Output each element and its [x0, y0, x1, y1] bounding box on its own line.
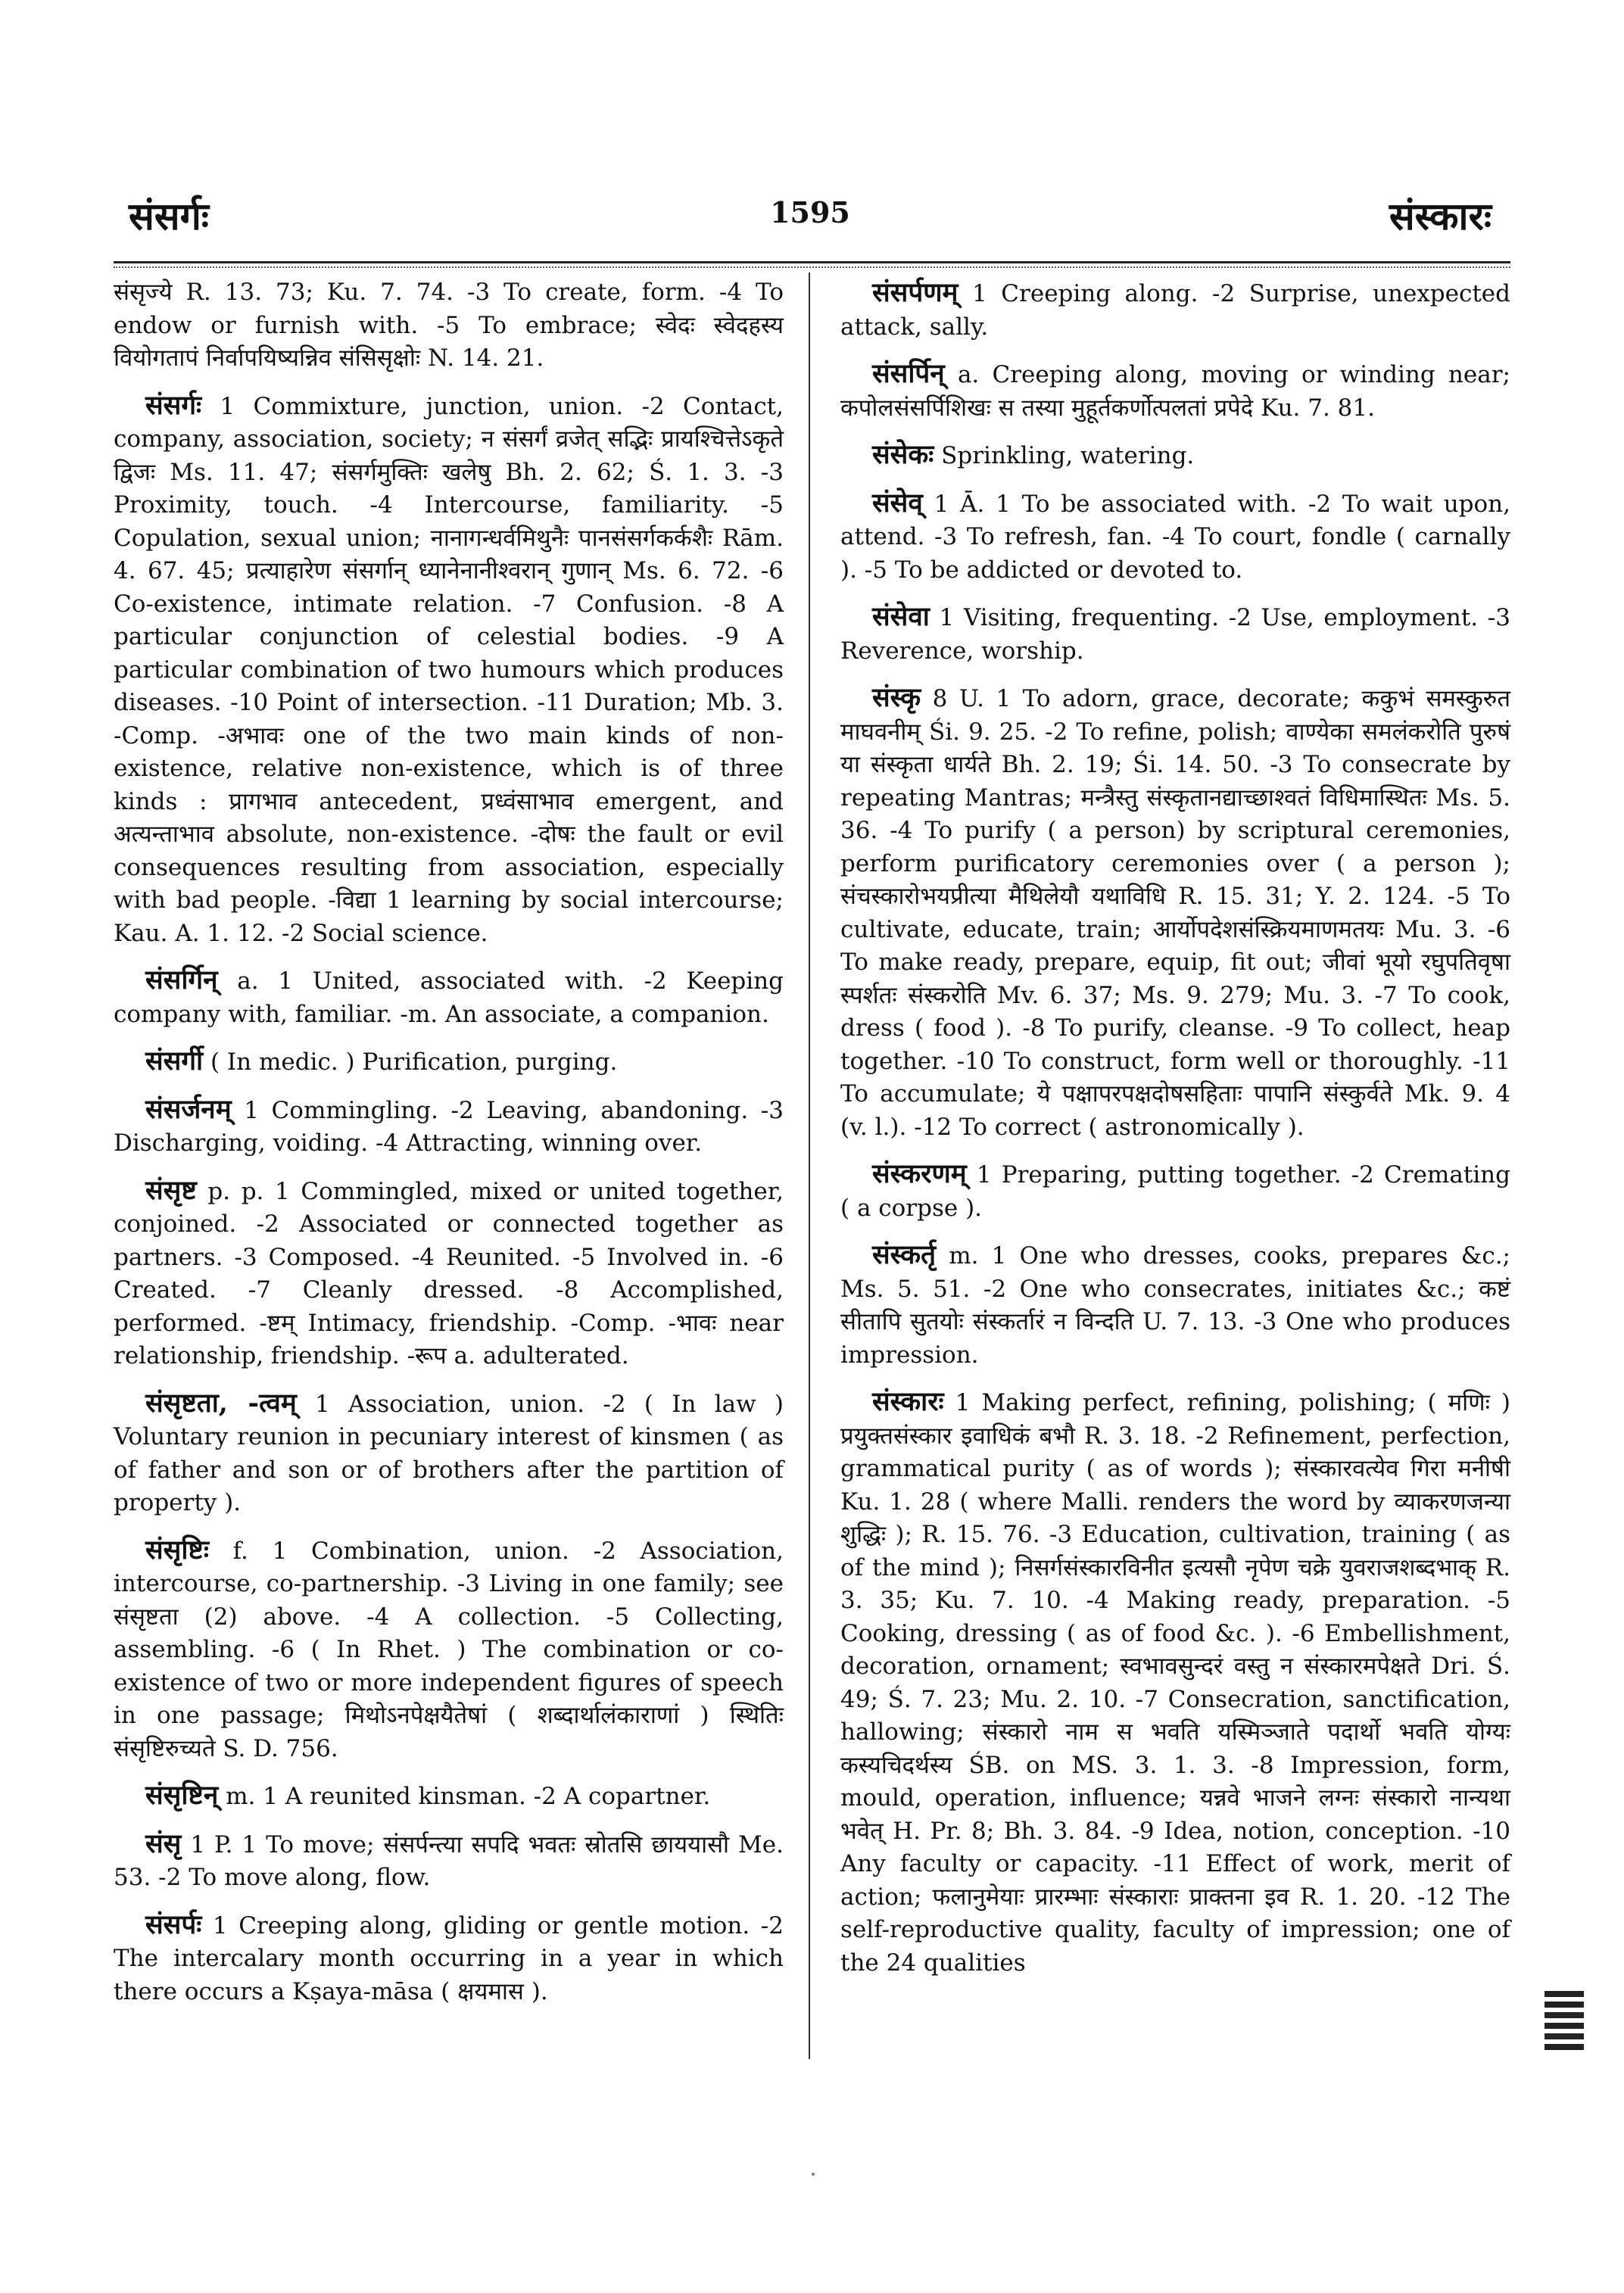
entry-headword: संसृष्टता, -त्वम्: [145, 1387, 297, 1419]
entry-definition: 1 Preparing, putting together. -2 Cremating ( a corpse ).: [840, 1161, 1510, 1222]
right-running-headword: संस्कारः: [1389, 194, 1492, 238]
entry-headword: संसृ: [145, 1827, 182, 1859]
entry-definition: संसृज्ये R. 13. 73; Ku. 7. 74. -3 To create, form. -4 To endow or furnish with. -5 To embrace; स्वेदः स्वेदहस्य वियोगतापं निर्वापयिष्यन्निव संसिसृक्षोः N. 14. 21.: [114, 279, 784, 372]
entry-headword: संसर्जनम्: [145, 1093, 232, 1125]
column-divider: [809, 273, 810, 2059]
left-column: [114, 276, 784, 2022]
entry-definition: 8 U. 1 To adorn, grace, decorate; ककुभं समस्कुरुत माघवनीम् Śi. 9. 25. -2 To refine, polish; वाण्येका समलंकरोति पुरुषं या संस्कृता धार्यते Bh. 2. 19; Śi. 14. 50. -3 To consecrate by repeating Mantras; मन्त्रैस्तु संस्कृतानद्याच्छाश्वतं विधिमास्थितः Ms. 5. 36. -4 To purify ( a person) by scriptural ceremonies, perform purificatory ceremonies over ( a person ); संचस्कारोभयप्रीत्या मैथिलेयौ यथाविधि R. 15. 31; Y. 2. 124. -5 To cultivate, educate, train; आर्योपदेशसंस्क्रियमाणमतयः Mu. 3. -6 To make ready, prepare, equip, fit out; जीवां भूयो रघुपतिवृषा स्पर्शतः संस्करोति Mv. 6. 37; Ms. 9. 279; Mu. 3. -7 To cook, dress ( food ). -8 To purify, cleanse. -9 To collect, heap together. -10 To construct, form well or thoroughly. -11 To accumulate; ये पक्षापरपक्षदोषसहिताः पापानि संस्कुर्वते Mk. 9. 4 (v. l.). -12 To correct ( astronomically ).: [840, 685, 1511, 1141]
dictionary-entry: [840, 276, 1510, 344]
entry-definition: f. 1 Combination, union. -2 Association, intercourse, co-partnership. -3 Living in one family; see संसृष्टता (2) above. -4 A collection. -5 Collecting, assembling. -6 ( In Rhet. ) The combination or co-existence of two or more independent figures of speech in one passage; मिथोऽनपेक्षयैतेषां ( शब्दार्थालंकाराणां ) स्थितिः संसृष्टिरुच्यते S. D. 756.: [114, 1537, 784, 1762]
print-speck: [812, 2173, 815, 2176]
entry-definition: 1 P. 1 To move; संसर्पन्त्या सपदि भवतः स्रोतसि छाययासौ Me. 53. -2 To move along, flow.: [114, 1830, 784, 1891]
entry-definition: m. 1 A reunited kinsman. -2 A copartner.: [226, 1783, 711, 1810]
page-header: [114, 189, 1507, 250]
entry-definition: 1 Commixture, junction, union. -2 Contact, company, association, society; न संसर्गं व्रजेत् सद्भिः प्रायश्चित्तेऽकृते द्विजः Ms. 11. 47; संसर्गमुक्तिः खलेषु Bh. 2. 62; Ś. 1. 3. -3 Proximity, touch. -4 Intercourse, familiarity. -5 Copulation, sexual union; नानागन्धर्वमिथुनैः पानसंसर्गकर्कशैः Rām. 4. 67. 45; प्रत्याहारेण संसर्गान् ध्यानेनानीश्वरान् गुणान् Ms. 6. 72. -6 Co-existence, intimate relation. -7 Confusion. -8 A particular conjunction of celestial bodies. -9 A particular combination of two humours which produces diseases. -10 Point of intersection. -11 Duration; Mb. 3. -Comp. -अभावः one of the two main kinds of non-existence, relative non-existence, which is of three kinds : प्रागभाव antecedent, प्रध्वंसाभाव emergent, and अत्यन्ताभाव absolute, non-existence. -दोषः the fault or evil consequences resulting from association, especially with bad people. -विद्या 1 learning by social intercourse; Kau. A. 1. 12. -2 Social science.: [114, 392, 784, 947]
entry-headword: संसर्पः: [145, 1908, 202, 1940]
entry-definition: 1 Association, union. -2 ( In law ) Voluntary reunion in pecuniary interest of kinsmen ( as of father and son or of brothers after the partition of property ).: [114, 1390, 784, 1516]
dictionary-entry: [114, 389, 784, 951]
entry-definition: p. p. 1 Commingled, mixed or united together, conjoined. -2 Associated or connected together as partners. -3 Composed. -4 Reunited. -5 Involved in. -6 Created. -7 Cleanly dressed. -8 Accomplished, performed. -ष्टम् Intimacy, friendship. -Comp. -भावः near relationship, friendship. -रूप a. adulterated.: [114, 1177, 784, 1369]
entry-definition: a. 1 United, associated with. -2 Keeping company with, familiar. -m. An associate, a companion.: [114, 967, 784, 1028]
entry-headword: संसर्पणम्: [872, 277, 959, 308]
entry-headword: संसेवा: [872, 601, 930, 632]
entry-headword: संसर्पिन्: [872, 358, 945, 389]
entry-headword: संसर्गिन्: [145, 964, 218, 995]
dictionary-entry: [840, 681, 1510, 1144]
dictionary-entry: [114, 1534, 784, 1766]
entry-headword: संसृष्टिः: [145, 1534, 209, 1566]
dictionary-entry: [114, 276, 784, 375]
dictionary-entry: [840, 600, 1510, 668]
dictionary-entry: [840, 1385, 1510, 1980]
entry-headword: संसेव्: [872, 487, 923, 519]
dictionary-entry: [114, 1827, 784, 1895]
entry-headword: संसृष्टिन्: [145, 1780, 219, 1811]
entry-definition: 1 Making perfect, refining, polishing; ( मणिः ) प्रयुक्तसंस्कार इवाधिकं बभौ R. 3. 18. -2 Refinement, perfection, grammatical purity ( as of words ); संस्कारवत्येव गिरा मनीषी Ku. 1. 28 ( where Malli. renders the word by व्याकरणजन्या शुद्धिः ); R. 15. 76. -3 Education, cultivation, training ( as of the mind ); निसर्गसंस्कारविनीत इत्यसौ नृपेण चक्रे युवराजशब्दभाक् R. 3. 35; Ku. 7. 10. -4 Making ready, preparation. -5 Cooking, dressing ( as of food &c. ). -6 Embellishment, decoration, ornament; स्वभावसुन्दरं वस्तु न संस्कारमपेक्षते Dri. Ś. 49; Ś. 7. 23; Mu. 2. 10. -7 Consecration, sanctification, hallowing; संस्कारो नाम स भवति यस्मिञ्जाते पदार्थो भवति योग्यः कस्यचिदर्थस्य ŚB. on MS. 3. 1. 3. -8 Impression, form, mould, operation, influence; यन्नवे भाजने लग्नः संस्कारो नान्यथा भवेत् H. Pr. 8; Bh. 3. 84. -9 Idea, notion, conception. -10 Any faculty or capacity. -11 Effect of work, merit of action; फलानुमेयाः प्रारम्भाः संस्काराः प्राक्तना इव R. 1. 20. -12 The self-reproductive quality, faculty of impression; one of the 24 qualities: [840, 1389, 1510, 1977]
dictionary-entry: [840, 1238, 1510, 1372]
entry-headword: संस्कर्तृ: [872, 1239, 937, 1270]
dictionary-entry: [840, 1157, 1510, 1225]
entry-headword: संस्करणम्: [872, 1158, 967, 1189]
entry-definition: m. 1 One who dresses, cooks, prepares &c.; Ms. 5. 51. -2 One who consecrates, initiates &c.; कष्टं सीतापि सुतयोः संस्कर्तारं न विन्दति U. 7. 13. -3 One who produces impression.: [840, 1242, 1510, 1369]
left-running-headword: संसर्गः: [129, 194, 209, 238]
thumb-index-mark: [1545, 1991, 1584, 2074]
entry-definition: 1 Creeping along, gliding or gentle motion. -2 The intercalary month occurring in a year in which there occurs a Kṣaya-māsa ( क्षयमास ).: [114, 1911, 784, 2005]
dictionary-entry: [114, 1045, 784, 1080]
entry-definition: ( In medic. ) Purification, purging.: [210, 1048, 618, 1076]
page-number: 1595: [770, 195, 850, 229]
entry-headword: संस्कृ: [872, 682, 921, 713]
dictionary-entry: [840, 357, 1510, 425]
entry-headword: संस्कारः: [872, 1386, 944, 1417]
dictionary-entry: [114, 1387, 784, 1520]
right-column: [840, 276, 1510, 1993]
entry-headword: संसृष्ट: [145, 1174, 197, 1206]
entry-definition: a. Creeping along, moving or winding near; कपोलसंसर्पिशिखः स तस्या मुहूर्तकर्णोत्पलतां प्रपेदे Ku. 7. 81.: [840, 361, 1510, 422]
dictionary-entry: [114, 1908, 784, 2009]
dictionary-entry: [114, 1779, 784, 1814]
dictionary-entry: [114, 1174, 784, 1373]
entry-headword: संसर्गी: [145, 1045, 204, 1076]
header-rule: [114, 261, 1510, 263]
entry-definition: 1 Ā. 1 To be associated with. -2 To wait upon, attend. -3 To refresh, fan. -4 To court, fondle ( carnally ). -5 To be addicted or devoted to.: [840, 490, 1510, 584]
entry-definition: Sprinkling, watering.: [941, 442, 1195, 469]
dictionary-entry: [114, 964, 784, 1031]
dictionary-entry: [114, 1093, 784, 1161]
dictionary-entry: [840, 487, 1510, 587]
header-dotted-rule: [114, 266, 1510, 268]
entry-headword: संसेकः: [872, 439, 934, 470]
dictionary-entry: [840, 438, 1510, 473]
entry-headword: संसर्गः: [145, 389, 202, 421]
entry-definition: 1 Visiting, frequenting. -2 Use, employment. -3 Reverence, worship.: [840, 604, 1510, 665]
entry-definition: 1 Commingling. -2 Leaving, abandoning. -3 Discharging, voiding. -4 Attracting, winning over.: [114, 1096, 784, 1157]
entry-definition: 1 Creeping along. -2 Surprise, unexpected attack, sally.: [840, 280, 1510, 341]
